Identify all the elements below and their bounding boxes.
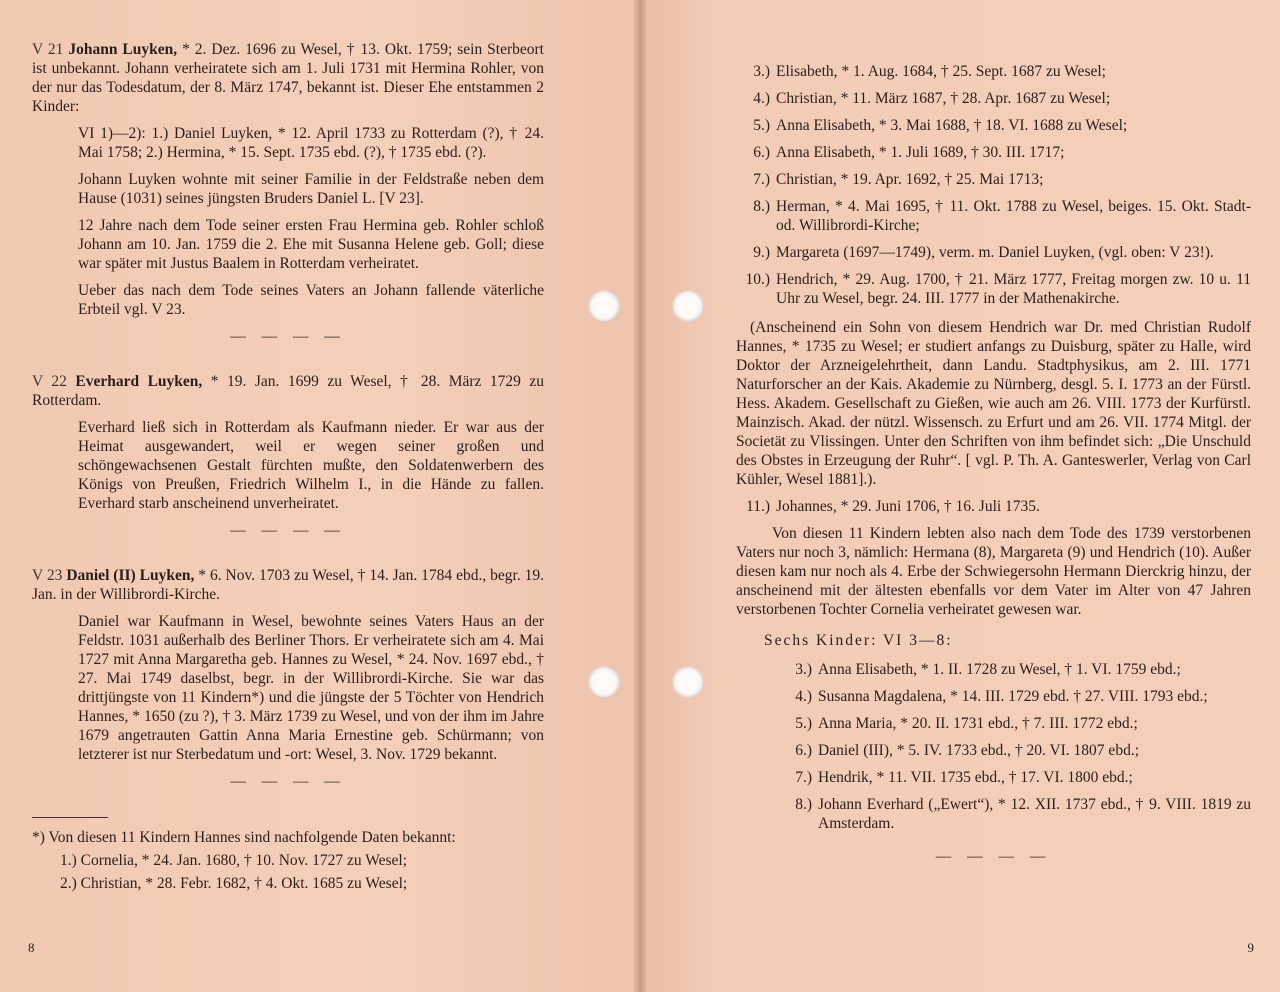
list-text: Christian, * 19. Apr. 1692, † 25. Mai 1713; xyxy=(776,171,1044,188)
list-text: Anna Elisabeth, * 3. Mai 1688, † 18. VI. 1688 zu Wesel; xyxy=(776,117,1128,134)
list-item xyxy=(736,170,1251,189)
entry-lead: * 2. Dez. 1696 zu Wesel, † 13. Okt. 1759; sein Sterbeort ist unbekannt. Johann verheiratete sich am 1. Juli 1731 mit Hermina Rohler, von der nur das Todesdatum, der 8. März 1747, bekannt ist. Dieser Ehe entstammen 2 Kinder: xyxy=(32,41,544,115)
list-item xyxy=(736,795,1251,833)
entry-v21 xyxy=(32,40,544,346)
list-item xyxy=(736,116,1251,135)
list-item xyxy=(736,687,1251,706)
entry-v22 xyxy=(32,372,544,540)
entry-v23 xyxy=(32,566,544,791)
list-number: 4.) xyxy=(753,90,770,107)
list-number: 3.) xyxy=(753,63,770,80)
footnote-rule xyxy=(32,817,108,818)
list-text: Johann Everhard („Ewert“), * 12. XII. 1737 ebd., † 9. VIII. 1819 zu Amsterdam. xyxy=(818,796,1251,832)
right-page xyxy=(640,0,1280,992)
list-number: 8.) xyxy=(795,796,812,813)
list-number: 11.) xyxy=(746,498,770,515)
entry-paragraph: VI 1)—2): 1.) Daniel Luyken, * 12. April 1733 zu Rotterdam (?), † 24. Mai 1758; 2.) Hermina, * 15. Sept. 1735 ebd. (?), † 1735 ebd. (?). xyxy=(78,125,544,161)
list-text: Anna Elisabeth, * 1. II. 1728 zu Wesel, † 1. VI. 1759 ebd.; xyxy=(818,661,1181,678)
footnote-item: 1.) Cornelia, * 24. Jan. 1680, † 10. Nov. 1727 zu Wesel; xyxy=(60,852,408,869)
punch-hole xyxy=(672,666,704,698)
punch-hole xyxy=(588,666,620,698)
section-separator: — — — — xyxy=(230,522,346,539)
list-item xyxy=(736,741,1251,760)
list-item xyxy=(736,243,1251,262)
list-text: Herman, * 4. Mai 1695, † 11. Okt. 1788 zu Wesel, beiges. 15. Okt. Stadt- od. Willibrordi-Kirche; xyxy=(776,198,1251,234)
list-number: 5.) xyxy=(753,117,770,134)
list-number: 7.) xyxy=(795,769,812,786)
section-separator: — — — — xyxy=(230,773,346,790)
list-number: 10.) xyxy=(745,271,770,288)
list-item xyxy=(736,62,1251,81)
entry-name: Everhard Luyken, xyxy=(75,373,203,390)
entry-lead: * 19. Jan. 1699 zu Wesel, † 28. März 1729 zu Rotterdam. xyxy=(32,373,544,409)
list-text: Hendrich, * 29. Aug. 1700, † 21. März 1777, Freitag morgen zw. 10 u. 11 Uhr zu Wesel, begr. 24. III. 1777 in der Mathenakirche. xyxy=(776,271,1251,307)
entry-paragraph: 12 Jahre nach dem Tode seiner ersten Frau Hermina geb. Rohler schloß Johann am 10. Jan. 1759 die 2. Ehe mit Susanna Helene geb. Goll; diese war später mit Justus Baalem in Rotterdam verheiratet. xyxy=(78,217,544,272)
footnote xyxy=(32,817,544,893)
punch-hole xyxy=(672,290,704,322)
list-text: Margareta (1697—1749), verm. m. Daniel Luyken, (vgl. oben: V 23!). xyxy=(776,244,1214,261)
page-number-right: 9 xyxy=(1247,940,1254,955)
entry-name: Daniel (II) Luyken, xyxy=(66,567,195,584)
entry-paragraph: Johann Luyken wohnte mit seiner Familie in der Feldstraße neben dem Hause (1031) seines jüngsten Bruders Daniel L. [V 23]. xyxy=(78,171,544,207)
entry-name: Johann Luyken, xyxy=(68,41,178,58)
footnote-intro: *) Von diesen 11 Kindern Hannes sind nachfolgende Daten bekannt: xyxy=(32,829,456,846)
list-number: 8.) xyxy=(753,198,770,215)
list-number: 6.) xyxy=(795,742,812,759)
list-number: 7.) xyxy=(753,171,770,188)
list-text: Christian, * 11. März 1687, † 28. Apr. 1687 zu Wesel; xyxy=(776,90,1111,107)
book-gutter xyxy=(634,0,646,992)
page-number-left: 8 xyxy=(28,940,35,955)
list-number: 9.) xyxy=(753,244,770,261)
entry-lead: * 6. Nov. 1703 zu Wesel, † 14. Jan. 1784 ebd., begr. 19. Jan. in der Willibrordi-Kirche. xyxy=(32,567,545,603)
section-separator: — — — — xyxy=(935,848,1052,865)
list-text: Johannes, * 29. Juni 1706, † 16. Juli 1735. xyxy=(776,498,1040,515)
entry-paragraph: Everhard ließ sich in Rotterdam als Kaufmann nieder. Er war aus der Heimat ausgewandert, weil er wegen seiner großen und schöngewachsenen Gestalt fürchten mußte, den Soldatenwerbern des Königs von Preußen, Friedrich Wilhelm I., in die Hände zu fallen. Everhard starb anscheinend unverheiratet. xyxy=(78,419,544,512)
list-number: 6.) xyxy=(753,144,770,161)
list-text: Hendrik, * 11. VII. 1735 ebd., † 17. VI. 1800 ebd.; xyxy=(818,769,1133,786)
entry-code: V 23 xyxy=(32,567,63,584)
children-heading: Sechs Kinder: VI 3—8: xyxy=(764,632,953,649)
list-item xyxy=(736,89,1251,108)
list-item xyxy=(736,714,1251,733)
list-number: 5.) xyxy=(795,715,812,732)
list-text: Daniel (III), * 5. IV. 1733 ebd., † 20. VI. 1807 ebd.; xyxy=(818,742,1139,759)
list-item xyxy=(736,660,1251,679)
list-text: Anna Elisabeth, * 1. Juli 1689, † 30. III. 1717; xyxy=(776,144,1065,161)
entry-code: V 21 xyxy=(32,41,64,58)
list-item xyxy=(736,497,1251,516)
list-text: Anna Maria, * 20. II. 1731 ebd., † 7. III. 1772 ebd.; xyxy=(818,715,1138,732)
list-item xyxy=(736,768,1251,787)
footnote-item: 2.) Christian, * 28. Febr. 1682, † 4. Okt. 1685 zu Wesel; xyxy=(60,875,408,892)
section-separator: — — — — xyxy=(230,328,346,345)
list-text: Susanna Magdalena, * 14. III. 1729 ebd. † 27. VIII. 1793 ebd.; xyxy=(818,688,1208,705)
entry-paragraph: Ueber das nach dem Tode seines Vaters an Johann fallende väterliche Erbteil vgl. V 23. xyxy=(78,282,544,318)
right-page-text xyxy=(736,62,1251,892)
entry-code: V 22 xyxy=(32,373,67,390)
list-text: Elisabeth, * 1. Aug. 1684, † 25. Sept. 1687 zu Wesel; xyxy=(776,63,1106,80)
list-item xyxy=(736,143,1251,162)
summary-paragraph: Von diesen 11 Kindern lebten also nach dem Tode des 1739 verstorbenen Vaters nur noch 3, nämlich: Hermana (8), Margareta (9) und Hendrich (10). Außer diesen kam nur noch als 4. Erbe der Schwiegersohn Hermann Dierckrig hinzu, der anscheinend mit der ältesten ebenfalls vor dem Vater im Alter von 47 Jahren verstorbenen Tochter Cornelia verheiratet gewesen war. xyxy=(736,525,1251,618)
list-item xyxy=(736,270,1251,308)
hannes-children-list xyxy=(736,62,1251,308)
daniel-children-list xyxy=(736,660,1251,833)
entry-paragraph: Daniel war Kaufmann in Wesel, bewohnte seines Vaters Haus an der Feldstr. 1031 außerhalb des Berliner Thors. Er verheiratete sich am 4. Mai 1727 mit Anna Margaretha geb. Hannes zu Wesel, * 24. Nov. 1697 ebd., † 27. Mai 1749 daselbst, begr. in der Willibrordi-Kirche. Sie war das drittjüngste von 11 Kindern*) und die jüngste der 5 Töchter von Hendrich Hannes, * 1650 (zu ?), † 3. März 1739 zu Wesel, und von der ihm im Jahre 1679 angetrauten Gattin Anna Maria Ernestine geb. Schürmann; von letzterer ist nur Sterbedatum und -ort: Wesel, 3. Nov. 1729 bekannt. xyxy=(78,613,544,763)
list-number: 4.) xyxy=(795,688,812,705)
left-page-text xyxy=(32,40,544,897)
hannes-note: (Anscheinend ein Sohn von diesem Hendrich war Dr. med Christian Rudolf Hannes, * 1735 zu Wesel; er studiert anfangs zu Duisburg, später zu Halle, wird Doktor der Arzneigelehrtheit, dann Landu. Stadtphysikus, am 2. III. 1771 Naturforscher an der Kais. Akademie zu Nürnberg, desgl. 5. I. 1773 an der Fürstl. Hess. Akadem. Gesellschaft zu Gießen, wie auch am 26. VIII. 1773 der Kurfürstl. Mainzisch. Akad. der nützl. Wissensch. zu Erfurt und am 26. VII. 1774 Mitgl. der Societät zu Vlissingen. Unter den Schriften von ihm befindet sich: „Die Unschuld des Obstes in Erzeugung der Ruhr“. [ vgl. P. Th. A. Ganteswerler, Verlag von Carl Kühler, Wesel 1881].). xyxy=(736,319,1251,488)
list-item xyxy=(736,197,1251,235)
punch-hole xyxy=(588,290,620,322)
list-number: 3.) xyxy=(795,661,812,678)
